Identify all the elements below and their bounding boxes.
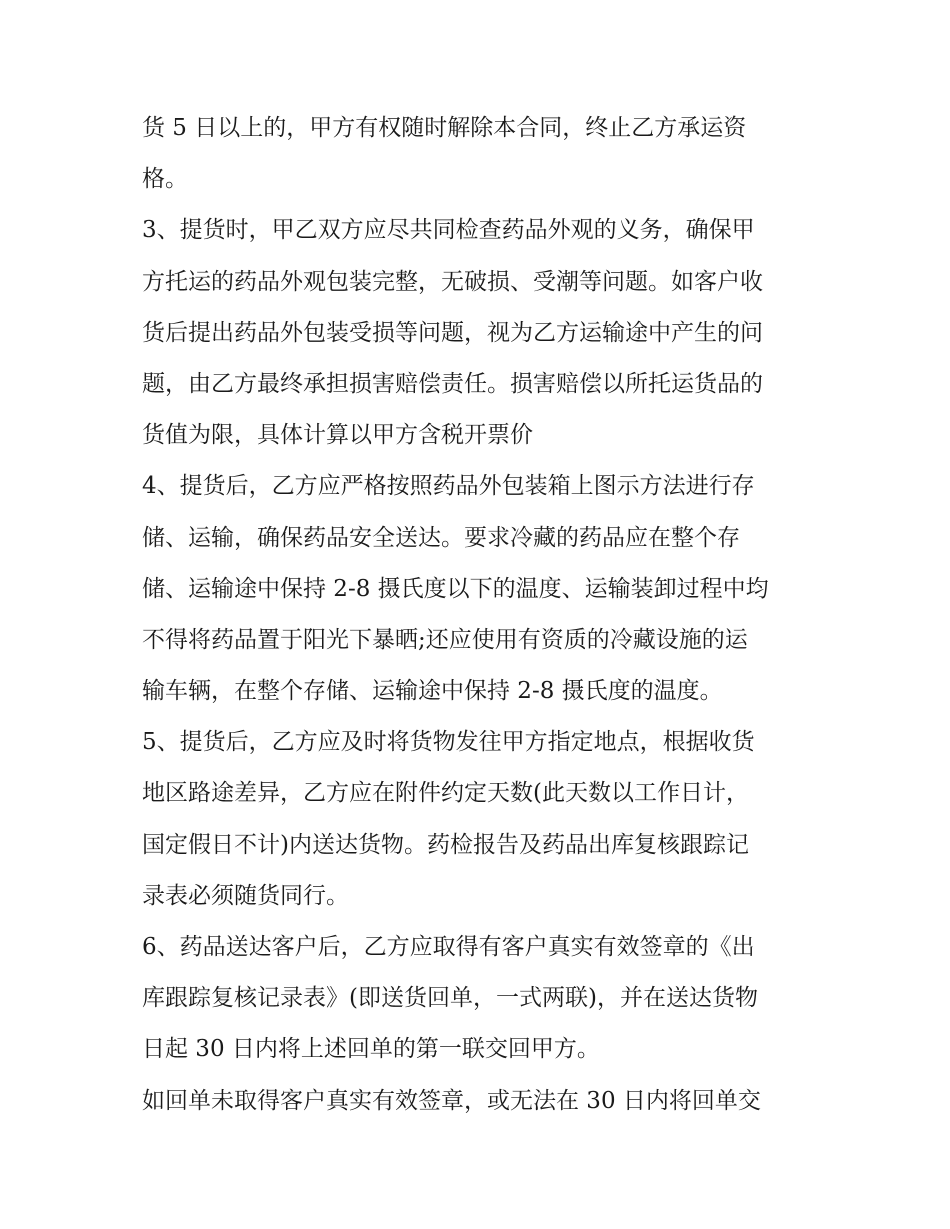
text-line: 储、运输，确保药品安全送达。要求冷藏的药品应在整个存 [142, 524, 740, 551]
text-line: 录表必须随货同行。 [142, 882, 349, 909]
text-line: 地区路途差异，乙方应在附件约定天数(此天数以工作日计， [142, 780, 749, 807]
text-line: 货 5 日以上的，甲方有权随时解除本合同，终止乙方承运资 [142, 115, 747, 141]
text-line: 格。 [142, 166, 188, 193]
text-line: 库跟踪复核记录表》(即送货回单，一式两联)，并在送达货物 [142, 985, 758, 1012]
text-line: 国定假日不计)内送达货物。药检报告及药品出库复核跟踪记 [142, 831, 749, 858]
clause-3-line: 3、提货时，甲乙双方应尽共同检查药品外观的义务，确保甲 [142, 217, 755, 244]
text-line: 题，由乙方最终承担损害赔偿责任。损害赔偿以所托运货品的 [142, 370, 763, 397]
text-line: 不得将药品置于阳光下暴晒;还应使用有资质的冷藏设施的运 [142, 626, 748, 653]
text-line: 货值为限，具体计算以甲方含税开票价 [142, 422, 533, 449]
text-line: 储、运输途中保持 2-8 摄氏度以下的温度、运输装卸过程中均 [142, 575, 769, 602]
text-line: 如回单未取得客户真实有效签章，或无法在 30 日内将回单交 [142, 1087, 761, 1114]
clause-4-line: 4、提货后，乙方应严格按照药品外包装箱上图示方法进行存 [142, 473, 755, 500]
text-line: 输车辆，在整个存储、运输途中保持 2-8 摄氏度的温度。 [142, 678, 723, 705]
text-line: 日起 30 日内将上述回单的第一联交回甲方。 [142, 1036, 600, 1063]
text-line: 方托运的药品外观包装完整，无破损、受潮等问题。如客户收 [142, 268, 763, 295]
contract-text-body [142, 103, 822, 1127]
clause-6-line: 6、药品送达客户后，乙方应取得有客户真实有效签章的《出 [142, 934, 755, 960]
text-line: 货后提出药品外包装受损等问题，视为乙方运输途中产生的问 [142, 319, 763, 346]
clause-5-line: 5、提货后，乙方应及时将货物发往甲方指定地点，根据收货 [142, 729, 755, 756]
